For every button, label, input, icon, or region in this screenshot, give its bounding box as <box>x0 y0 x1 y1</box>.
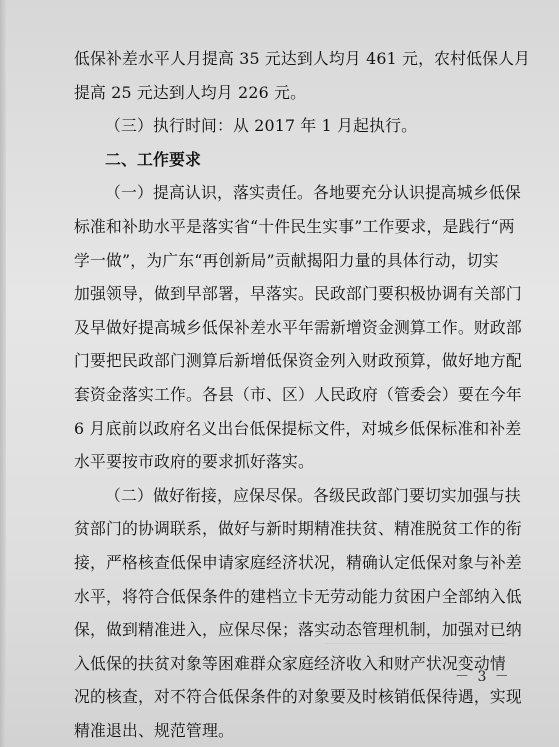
body-line: 提高 25 元达到人均月 226 元。 <box>74 82 307 102</box>
document-body <box>74 42 531 747</box>
page-edge-shadow <box>0 0 6 747</box>
execution-time-line: （三）执行时间：从 2017 年 1 月起执行。 <box>105 116 418 136</box>
body-line: 门要把民政部门测算后新增低保资金列入财政预算，做好地方配 <box>74 351 522 371</box>
paragraph-start-line: （二）做好衔接，应保尽保。各级民政部门要切实加强与扶 <box>105 485 521 505</box>
body-line: 水平要按市政府的要求抓好落实。 <box>74 452 314 472</box>
body-line: 保，做到精准进入，应保尽保；落实动态管理机制，加强对已纳 <box>74 620 522 640</box>
section-heading: 二、工作要求 <box>105 149 201 169</box>
body-line: 接，严格核查低保申请家庭经济状况，精确认定低保对象与补差 <box>74 552 522 572</box>
body-line: 标准和补助水平是落实省“十件民生实事”工作要求，是践行“两 <box>74 216 515 236</box>
body-line: 入低保的扶贫对象等困难群众家庭经济收入和财产状况变动情 <box>74 653 506 673</box>
body-line: 学一做”，为广东“再创新局”贡献揭阳力量的具体行动，切实 <box>74 250 499 270</box>
body-line: 况的核查，对不符合低保条件的对象要及时核销低保待遇，实现 <box>74 687 522 707</box>
body-line: 加强领导，做到早部署，早落实。民政部门要积极协调有关部门 <box>74 284 522 304</box>
body-line: 水平，将符合低保条件的建档立卡无劳动能力贫困户全部纳入低 <box>74 586 522 606</box>
body-line: 及早做好提高城乡低保补差水平年需新增资金测算工作。财政部 <box>74 317 522 337</box>
body-line: 低保补差水平人月提高 35 元达到人均月 461 元，农村低保人月 <box>74 49 531 68</box>
body-line: 套资金落实工作。各县（市、区）人民政府（管委会）要在今年 <box>74 384 522 404</box>
paragraph-start-line: （一）提高认识，落实责任。各地要充分认识提高城乡低保 <box>105 183 521 203</box>
body-line: 6 月底前以政府名义出台低保提标文件，对城乡低保标准和补差 <box>74 418 522 438</box>
body-line: 精准退出、规范管理。 <box>74 720 234 740</box>
body-line: 贫部门的协调联系，做好与新时期精准扶贫、精准脱贫工作的衔 <box>74 519 522 539</box>
page-number: － 3 － <box>455 669 511 685</box>
